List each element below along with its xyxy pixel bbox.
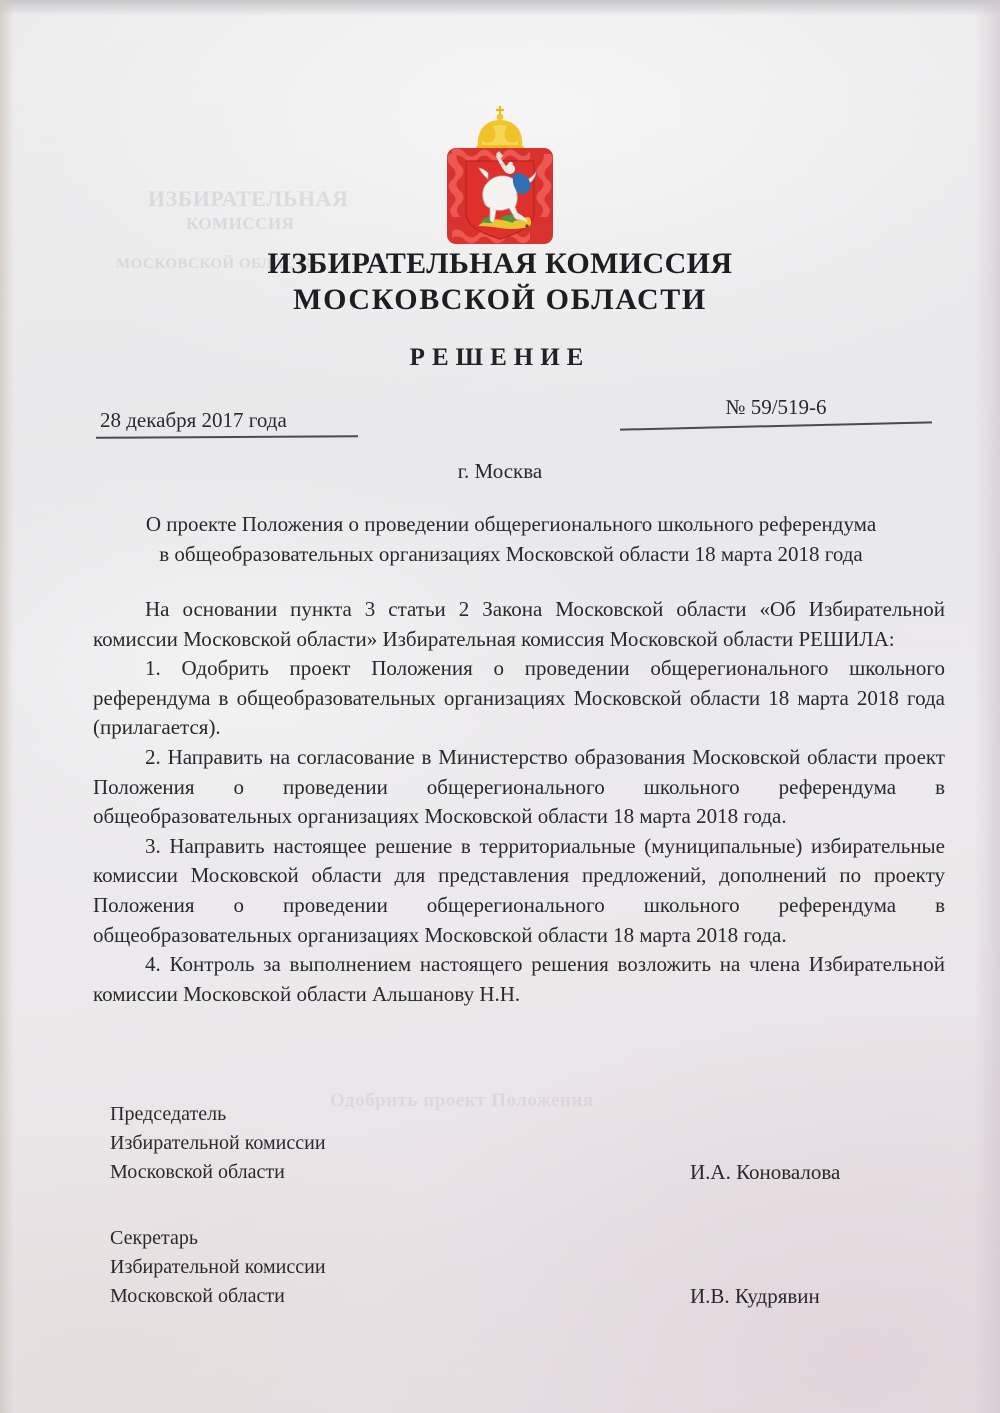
signature-name: И.В. Кудрявин [690, 1284, 820, 1308]
body-paragraph-preamble: На основании пункта 3 статьи 2 Закона Московской области «Об Избирательной комиссии Московской области» Избирательная комиссия Московской области РЕШИЛА: [93, 597, 945, 651]
show-through-text-line-2: КОМИССИЯ [186, 214, 295, 233]
document-date-value: 28 декабря 2017 года [100, 408, 287, 432]
document-subject-line-2: в общеобразовательных организациях Московской области 18 марта 2018 года [159, 542, 863, 566]
document-number-rule [620, 421, 932, 430]
body-paragraph-item-4: 4. Контроль за выполнением настоящего решения возложить на члена Избирательной комиссии Московской области Альшанову Н.Н. [93, 952, 945, 1006]
signature-role-line-3: Московской области [110, 1285, 285, 1307]
paper-right-edge-shadow [974, 0, 1000, 1413]
show-through-text-line-4: Одобрить проект Положения [330, 1090, 594, 1111]
organization-title-line-2: МОСКОВСКОЙ ОБЛАСТИ [293, 283, 707, 316]
show-through-text-line-1: ИЗБИРАТЕЛЬНАЯ [148, 186, 349, 211]
signature-role-line-3: Московской области [110, 1161, 285, 1183]
body-paragraph-item-3: 3. Направить настоящее решение в территориальные (муниципальные) избирательные комиссии Московской области для представления предложений, дополнений по проекту Положения о проведении общерегионального школьного референдума в общеобразовательных организациях Московской области 18 марта 2018 года. [93, 833, 945, 947]
paper-top-edge-shadow [0, 0, 1000, 16]
signature-role-line-2: Избирательной комиссии [110, 1132, 326, 1154]
organization-title [0, 246, 1000, 318]
signature-role-line-1: Председатель [110, 1103, 227, 1125]
signature-name: И.А. Коновалова [690, 1160, 841, 1184]
document-date-rule [96, 435, 358, 439]
document-kind-heading: РЕШЕНИЕ [409, 344, 591, 371]
coat-of-arms-icon [430, 100, 570, 250]
document-body [93, 595, 945, 1009]
document-date-field [96, 408, 358, 438]
signature-block-secretary [110, 1224, 940, 1311]
show-through-text-line-3: МОСКОВСКОЙ ОБЛАСТИ [116, 256, 318, 272]
signature-role-line-2: Избирательной комиссии [110, 1256, 326, 1278]
document-subject-line-1: О проекте Положения о проведении общерегионального школьного референдума [145, 512, 877, 536]
body-paragraph-item-2: 2. Направить на согласование в Министерство образования Московской области проект Положения о проведении общерегионального школьного референдума в общеобразовательных организациях Московской области 18 марта 2018 года. [93, 744, 945, 829]
document-subject [86, 509, 936, 569]
body-paragraph-item-1: 1. Одобрить проект Положения о проведении общерегионального школьного референдума в общеобразовательных организациях Московской области 18 марта 2018 года (прилагается). [93, 656, 945, 740]
signature-role-line-1: Секретарь [110, 1227, 199, 1249]
organization-title-line-1: ИЗБИРАТЕЛЬНАЯ КОМИССИЯ [267, 247, 733, 280]
paper-left-edge-shadow [0, 0, 14, 1413]
document-number-field [620, 395, 932, 427]
document-number-value: № 59/519-6 [725, 395, 827, 419]
signature-block-chairperson [110, 1100, 940, 1187]
document-city: г. Москва [457, 459, 543, 483]
